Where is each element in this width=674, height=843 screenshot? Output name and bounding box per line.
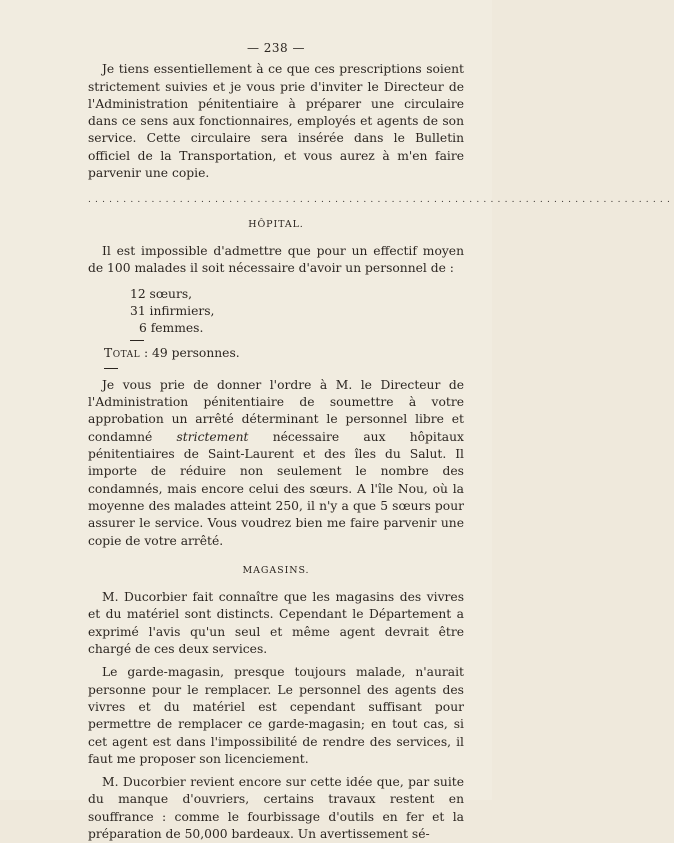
paragraph-magasins-3: M. Ducorbier revient encore sur cette idée que, par suite du manque d'ouvriers, certains travaux restent en souffrance : comme le fourbissage d'outils en fer et la préparation de 50,000 bardeaux. Un avertissement sé-: [88, 775, 464, 841]
paragraph-prescriptions: Je tiens essentiellement à ce que ces prescriptions soient strictement suivies et je vous prie d'inviter le Directeur de l'Administration pénitentiaire à préparer une circulaire dans ce sens aux fonctionnaires, employés et agents de son service. Cette circulaire sera insérée dans le Bulletin officiel de la Transportation, et vous aurez à m'en faire parvenir une copie.: [88, 62, 464, 181]
hopital-text-a: Je vous prie de donner l'ordre à M. le Directeur de l'Administration pénitentiaire de soumettre à votre approbation un arrêté déterminant le personnel libre et condamné: [88, 377, 464, 444]
page-content: [88, 40, 674, 843]
total-value: : 49 personnes.: [140, 345, 240, 360]
staff-total: [104, 345, 464, 362]
hopital-text-b: nécessaire aux hôpitaux pénitentiaires de Saint-Laurent et des îles du Salut. Il importe de réduire non seulement le nombre des condamnés, mais encore celui des sœurs. A l'île Nou, où la moyenne des malades atteint 250, il n'y a que 5 sœurs pour assurer le service. Vous voudrez bien me faire parvenir une copie de votre arrêté.: [88, 429, 464, 548]
paragraph-hopital-request: [88, 377, 464, 550]
ellipsis-divider: ...................................................................................: [88, 195, 674, 206]
section-title-magasins: MAGASINS.: [242, 564, 310, 576]
staff-item-femmes: 6 femmes.: [139, 320, 204, 335]
total-label: Total: [104, 345, 141, 360]
staff-list: [130, 286, 464, 337]
hopital-text-emphasis: strictement: [176, 429, 249, 444]
staff-item-soeurs: 12 sœurs,: [130, 286, 193, 301]
total-rule: [104, 368, 118, 369]
sum-rule: [130, 340, 144, 341]
paragraph-magasins-2: Le garde-magasin, presque toujours malade, n'aurait personne pour le remplacer. Le personnel des agents des vivres et du matériel est cependant suffisant pour permettre de remplacer ce garde-magasin; en tout cas, si cet agent est dans l'impossibilité de rendre des services, il faut me proposer son licenciement.: [88, 665, 464, 766]
staff-item-infirmiers: 31 infirmiers,: [130, 303, 215, 318]
section-title-hopital: HÔPITAL.: [248, 218, 304, 230]
page-number: — 238 —: [246, 41, 306, 55]
paragraph-hopital-intro: Il est impossible d'admettre que pour un effectif moyen de 100 malades il soit nécessaire d'avoir un personnel de :: [88, 243, 464, 276]
paragraph-magasins-1: M. Ducorbier fait connaître que les magasins des vivres et du matériel sont distincts. Cependant le Département a exprimé l'avis qu'un seul et même agent devrait être chargé de ces deux services.: [88, 590, 464, 657]
